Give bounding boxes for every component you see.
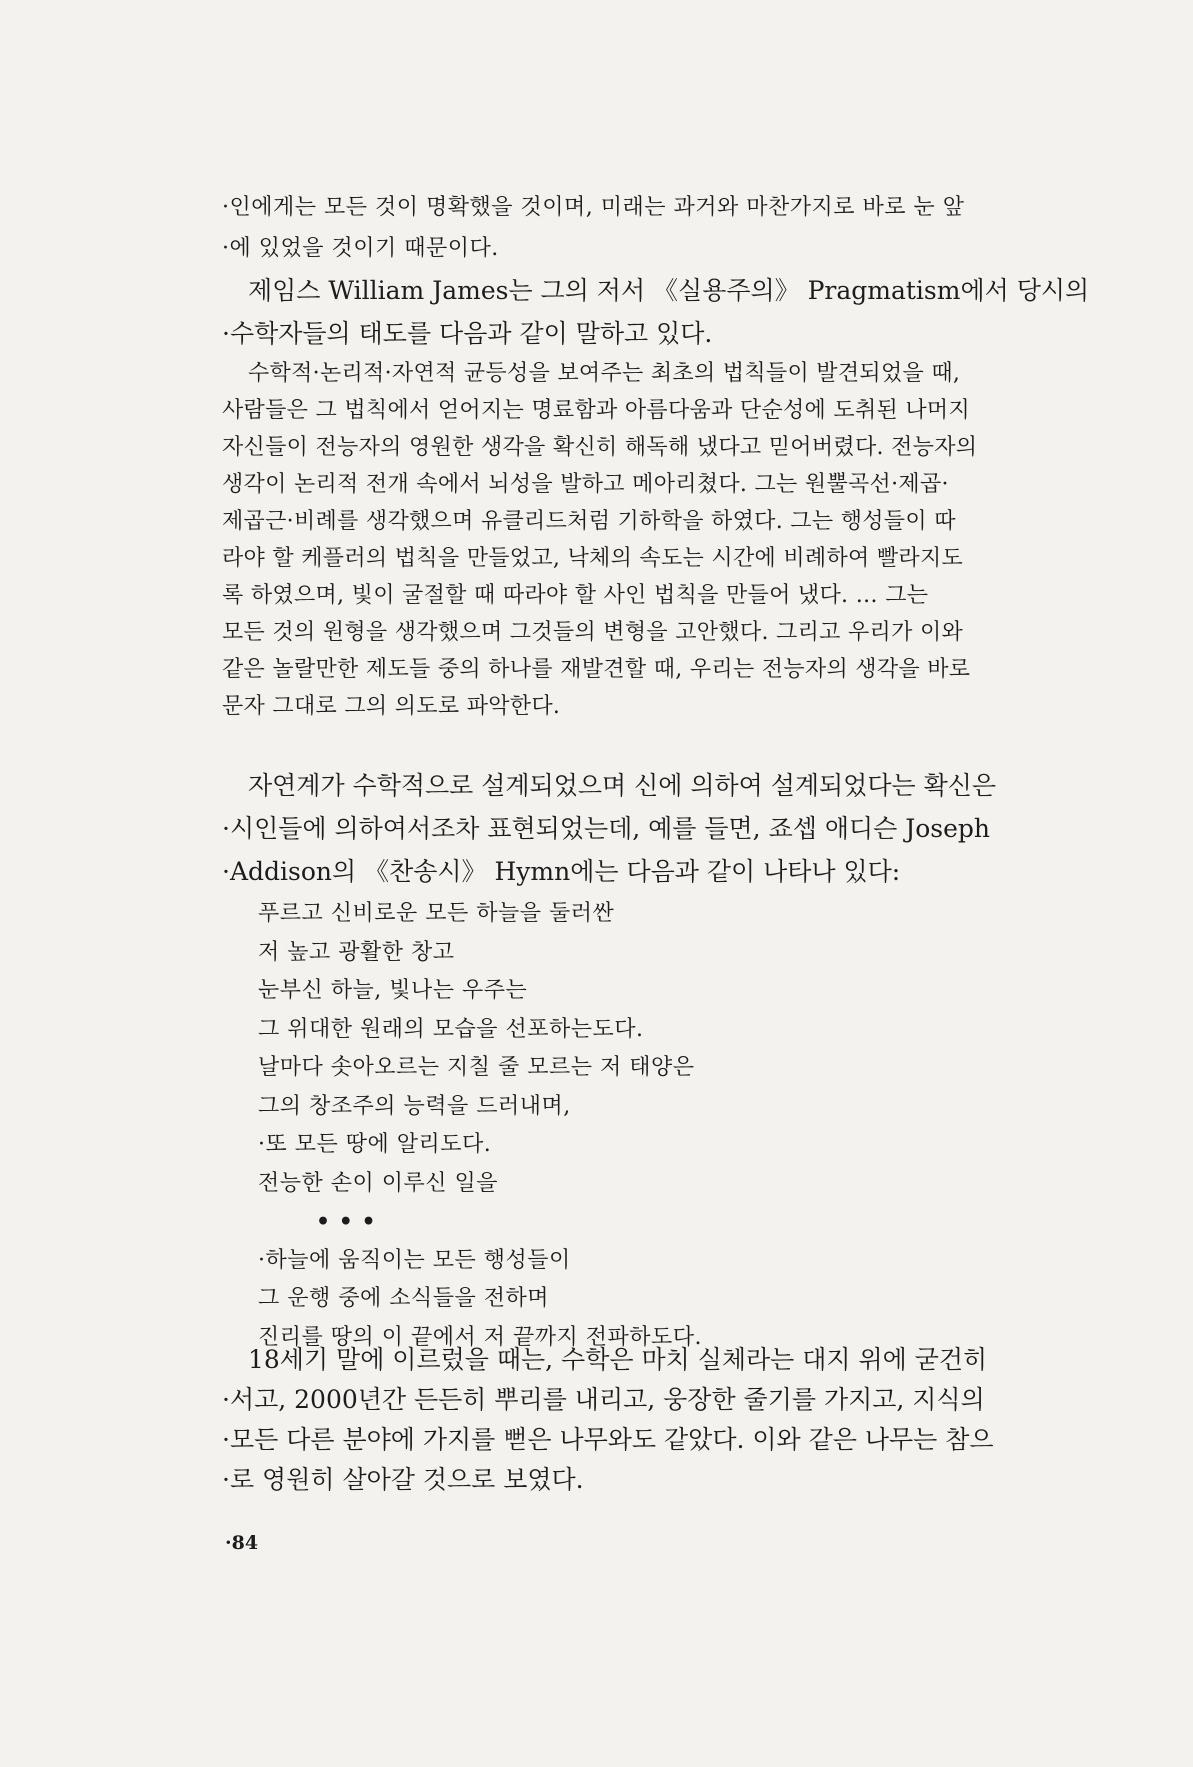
poem-hymn [258,895,818,1357]
poem-line: ·또 모든 땅에 알리도다. [258,1132,492,1157]
quote-line: 제곱근·비례를 생각했으며 유클리드처럼 기하학을 하였다. 그는 행성들이 따 [222,509,956,534]
poem-line: 그 운행 중에 소식들을 전하며 [258,1286,549,1311]
page-number: ·84 [225,1532,259,1554]
poem-line: 눈부신 하늘, 빛나는 우주는 [258,978,528,1003]
text-line: ·인에게는 모든 것이 명확했을 것이며, 미래는 과거와 마찬가지로 바로 눈 앞 [222,195,965,220]
poem-line: 진리를 땅의 이 끝에서 저 끝까지 전파하도다. [258,1324,702,1350]
text-line: ·서고, 2000년간 든든히 뿌리를 내리고, 웅장한 줄기를 가지고, 지식의 [222,1385,985,1414]
poem-line: 저 높고 광활한 창고 [258,939,455,965]
paragraph-james-intro [222,269,1090,355]
text-line: ·수학자들의 태도를 다음과 같이 말하고 있다. [222,319,713,348]
text-line: 자연계가 수학적으로 설계되었으며 신에 의하여 설계되었다는 확신은 [248,771,997,800]
quote-line: 라야 할 케플러의 법칙을 만들었고, 낙체의 속도는 시간에 비례하여 빨라지도 [222,546,964,571]
quote-line: 문자 그대로 그의 의도로 파악한다. [222,694,561,719]
poem-line: 푸르고 신비로운 모든 하늘을 둘러싼 [258,901,615,926]
text-line: 18세기 말에 이르렀을 때는, 수학은 마치 실체라는 대지 위에 굳건히 [248,1345,988,1374]
text-line: ·시인들에 의하여서조차 표현되었는데, 예를 들면, 죠셉 애디슨 Joseph [222,814,991,843]
poem-line: ·하늘에 움직이는 모든 행성들이 [258,1247,571,1273]
text-line: ·로 영원히 살아갈 것으로 보였다. [222,1465,584,1494]
quote-line: 같은 놀랄만한 제도들 중의 하나를 재발견할 때, 우리는 전능자의 생각을 바로 [222,657,971,682]
quote-line: 수학적·논리적·자연적 균등성을 보여주는 최초의 법칙들이 발견되었을 때, [248,361,961,386]
poem-line: 그의 창조주의 능력을 드러내며, [258,1093,571,1119]
poem-line: 전능한 손이 이루신 일을 [258,1170,499,1196]
block-quote-james [222,355,1032,725]
poem-line: 그 위대한 원래의 모습을 선포하는도다. [258,1016,644,1042]
quote-line: 모든 것의 원형을 생각했으며 그것들의 변형을 고안했다. 그리고 우리가 이와 [222,620,964,645]
text-line: ·에 있었을 것이기 때문이다. [222,236,499,261]
paragraph-addison-intro [222,764,1032,893]
quote-line: 록 하였으며, 빛이 굴절할 때 따라야 할 사인 법칙을 만들어 냈다. … 그는 [222,583,929,608]
quote-line: 자신들이 전능자의 영원한 생각을 확신히 해독해 냈다고 믿어버렸다. 전능자의 [222,435,978,460]
text-line: 제임스 William James는 그의 저서 《실용주의》 Pragmatism에서 당시의 [248,276,1090,305]
paragraph-18th-century [222,1340,1032,1500]
paragraph-continued [222,187,1032,269]
poem-line: 날마다 솟아오르는 지칠 줄 모르는 저 태양은 [258,1055,695,1080]
text-line: ·모든 다른 분야에 가지를 뻗은 나무와도 같았다. 이와 같은 나무는 참으 [222,1425,994,1454]
quote-line: 생각이 논리적 전개 속에서 뇌성을 발하고 메아리쳤다. 그는 원뿔곡선·제곱· [222,472,949,497]
quote-line: 사람들은 그 법칙에서 얻어지는 명료함과 아름다움과 단순성에 도취된 나머지 [222,398,971,423]
text-line: ·Addison의 《찬송시》 Hymn에는 다음과 같이 나타나 있다: [222,857,901,886]
poem-ellipsis: • • • [316,1209,377,1235]
